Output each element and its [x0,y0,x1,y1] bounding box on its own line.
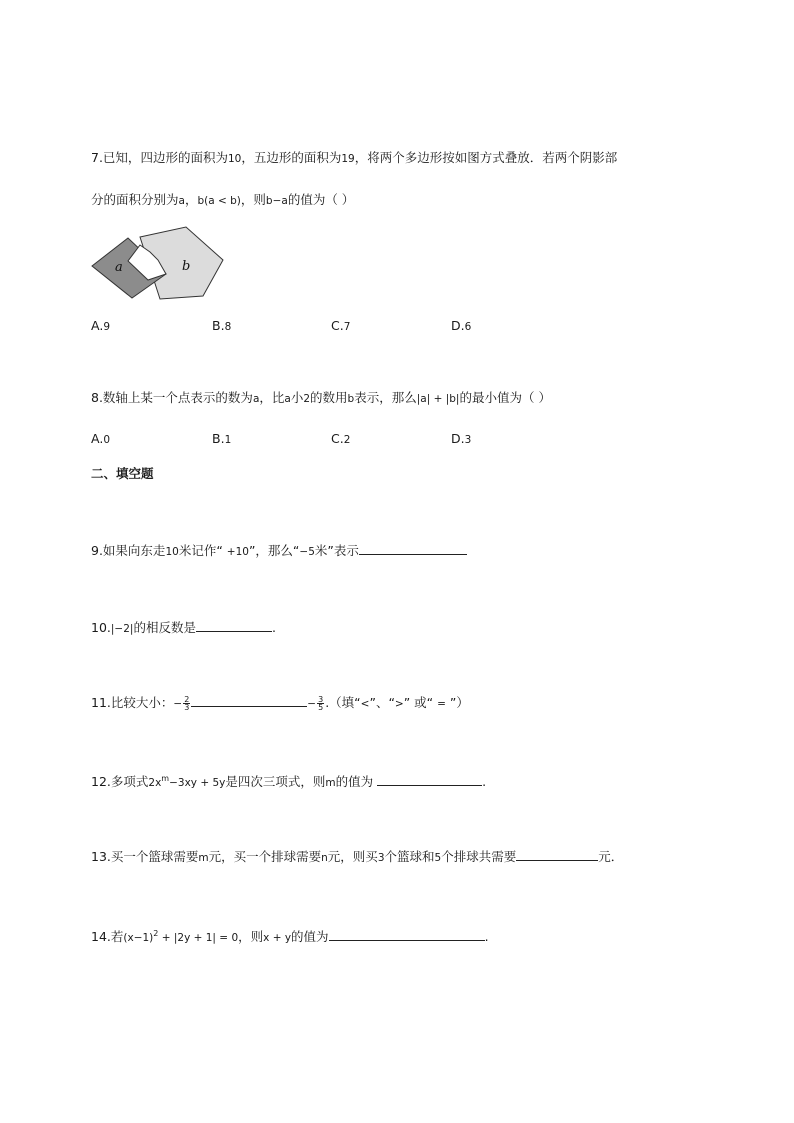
figure-label-b: b [182,259,191,274]
q14-answer-blank[interactable] [329,928,485,941]
figure-label-a: a [115,260,123,275]
q7-option-d[interactable]: D.6 [451,318,472,333]
q7-option-b[interactable]: B.8 [212,318,232,333]
q7-line-1: 7.已知，四边形的面积为10，五边形的面积为19，将两个多边形按如图方式叠放．若两个阴影部 [91,150,618,165]
q8-option-c[interactable]: C.2 [331,431,351,446]
fraction-two-thirds: $\frac{2}{3}$ [184,695,190,712]
q8-option-b[interactable]: B.1 [212,431,232,446]
q10-answer-blank[interactable] [196,619,272,632]
q11-answer-blank[interactable] [191,694,307,707]
q12-line: 12.多项式$2x^m-3xy + 5y$是四次三项式，则m的值为 . [91,774,487,789]
q8-option-a[interactable]: A.0 [91,431,110,446]
section-title: 二、填空题 [91,466,154,481]
q12-answer-blank[interactable] [377,773,482,786]
q11-line: 11.比较大小：− $\frac{2}{3}$ − $\frac{3}{5}$ .（填“<”、“>” 或“ = ”） [91,695,469,712]
q8-line: 8.数轴上某一个点表示的数为a，比a小2的数用b表示，那么|a| + |b|的最小值为（ ） [91,390,551,405]
q9-line: 9.如果向东走10米记作“ +10”，那么“−5米”表示 [91,542,467,560]
q10-line: 10.|−2|的相反数是 . [91,620,276,635]
q13-answer-blank[interactable] [516,848,598,861]
q7-option-c[interactable]: C.7 [331,318,351,333]
fraction-three-fifths: $\frac{3}{5}$ [318,695,324,712]
q7-option-a[interactable]: A.9 [91,318,110,333]
q14-line: 14.若$(x-1)^2 + |2y + 1| = 0$，则x + y的值为 . [91,929,489,944]
q13-line: 13.买一个篮球需要m元，买一个排球需要n元，则买3个篮球和5个排球共需要 元． [91,849,624,864]
q9-answer-blank[interactable] [359,542,467,555]
overlapping-polygons-figure [88,224,228,304]
q8-option-d[interactable]: D.3 [451,431,472,446]
q7-line-2: 分的面积分别为a，b(a < b)，则b−a的值为（ ） [91,192,355,207]
